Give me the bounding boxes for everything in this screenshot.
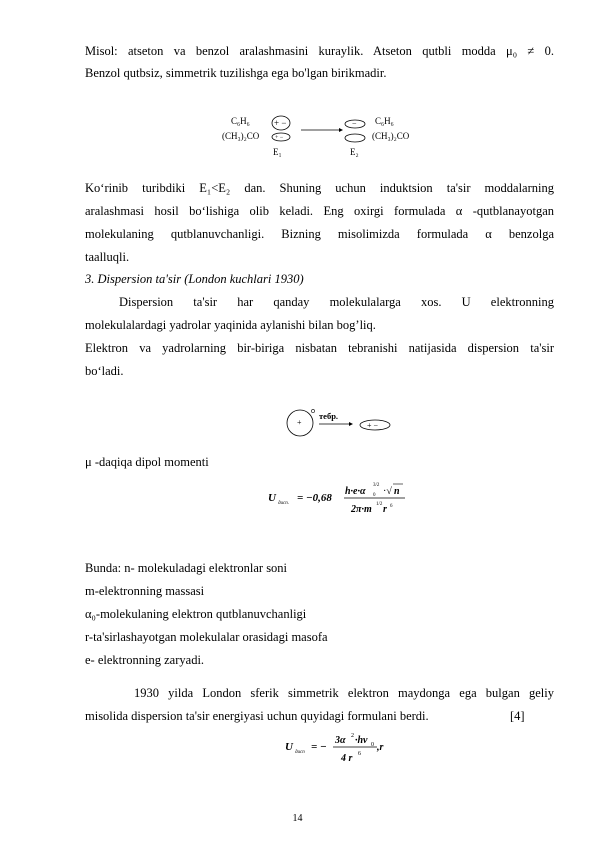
paragraph-line: μ -daqiqa dipol momenti — [85, 455, 209, 469]
page-number: 14 — [292, 813, 303, 824]
benzene-label-left: C₆H₆ — [231, 116, 250, 126]
formula-denominator: 4 r — [341, 753, 353, 764]
dipole-sign-left: + − — [274, 118, 287, 128]
formula-den-sup: 6 — [358, 751, 361, 757]
formula-lhs: U — [285, 741, 293, 753]
london-formula — [283, 728, 393, 770]
acetone-label-right: (CH₃)₂CO — [372, 131, 410, 141]
formula-sqrt-n: n — [394, 486, 400, 497]
reference-marker: [4] — [510, 709, 525, 723]
definition-line: m-elektronning massasi — [85, 584, 205, 598]
section-heading: 3. Dispersion ta'sir (London kuchlari 1930) — [85, 272, 304, 286]
formula-num-sub: 0 — [373, 493, 376, 498]
formula-tail: ,r — [377, 742, 384, 753]
arrow-head-icon — [349, 422, 353, 426]
formula-num-sup: 2 — [351, 733, 354, 739]
definition-line: α₀-molekulaning elektron qutblanuvchanligi — [85, 607, 307, 621]
formula-lhs-sub: дисп — [295, 750, 305, 755]
paragraph-line: Ko‘rinib turibdiki E₁<E₂ dan. Shuning uchun induktsion ta'sir moddalarning — [85, 181, 554, 195]
paragraph-line: misolida dispersion ta'sir energiyasi uchun quyidagi formulani berdi. — [85, 709, 429, 723]
formula-lhs: U — [268, 492, 276, 504]
definition-line: Bunda: n- molekuladagi elektronlar soni — [85, 561, 288, 575]
paragraph-line: Misol: atseton va benzol aralashmasini kuraylik. Atseton qutbli modda μ₀ ≠ 0. — [85, 44, 554, 58]
dipole-signs: + − — [367, 421, 379, 430]
formula-den-r: r — [383, 504, 387, 515]
formula-num-rest: ·hν — [355, 735, 368, 746]
paragraph-line: molekulalardagi yadrolar yaqinida aylanishi bilan bog’liq. — [85, 318, 376, 332]
formula-num-sup: 3/2 — [373, 483, 380, 488]
acetone-label-left: (CH₃)₂CO — [222, 131, 260, 141]
formula-denominator: 2π·m — [351, 504, 372, 515]
benzene-sign-right: − — [352, 119, 357, 128]
benzene-label-right: C₆H₆ — [375, 116, 394, 126]
paragraph-line: bo‘ladi. — [85, 364, 124, 378]
formula-den-sup: 1/2 — [376, 502, 383, 507]
formula-lhs-sub: дисп. — [278, 501, 289, 506]
induction-diagram — [215, 110, 425, 162]
vibration-label: тебр. — [319, 411, 339, 421]
energy-label-right: E₂ — [350, 147, 359, 157]
energy-label-left: E₁ — [273, 147, 282, 157]
arrow-head-icon — [339, 128, 343, 132]
formula-num-sub: 0 — [371, 742, 374, 748]
formula-coef: = − — [311, 741, 327, 753]
paragraph-line: Dispersion ta'sir har qanday molekulalarga xos. U elektronning — [119, 295, 554, 309]
paragraph-line: molekulaning qutblanuvchanligi. Bizning misolimizda formulada α benzolga — [85, 227, 554, 241]
definition-line: r-ta'sirlashayotgan molekulalar orasidagi masofa — [85, 630, 328, 644]
definition-line: e- elektronning zaryadi. — [85, 653, 205, 667]
formula-coef: = −0,68 — [297, 492, 332, 504]
paragraph-line: taalluqli. — [85, 250, 130, 264]
dispersion-formula — [265, 476, 415, 526]
dispersion-diagram — [283, 407, 398, 443]
formula-numerator: 3α — [335, 735, 346, 746]
paragraph-line: Elektron va yadrolarning bir-biriga nisbatan tebranishi natijasida dispersion ta'sir — [85, 341, 554, 355]
formula-den-r-sup: 6 — [390, 504, 393, 509]
acetone-molecule-right — [345, 134, 365, 142]
nucleus-sign: + — [297, 418, 302, 427]
electron-dot — [311, 409, 314, 412]
paragraph-line: aralashmasi hosil bo‘lishiga olib keladi. Eng oxirgi formulada α -qutblanayotgan — [85, 204, 554, 218]
formula-numerator: h·e·α — [345, 486, 366, 497]
paragraph-line: 1930 yilda London sferik simmetrik elektron maydonga ega bulgan geliy — [134, 686, 554, 700]
acetone-sign-left: + − — [275, 135, 284, 141]
paragraph-line: Benzol qutbsiz, simmetrik tuzilishga ega bo'lgan birikmadir. — [85, 66, 387, 80]
sqrt-icon: ·√ — [383, 486, 392, 497]
